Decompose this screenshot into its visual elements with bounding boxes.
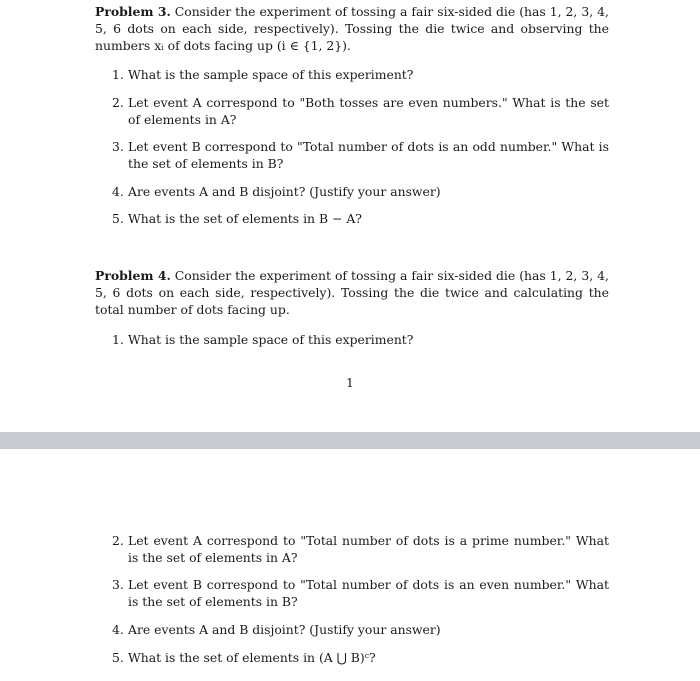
problem-4-intro: Consider the experiment of tossing a fair six-sided die (has 1, 2, 3, 4, 5, 6 dots on each side, respectively). Tossing the die twice and calculating the total number of dots facing up.: [95, 268, 609, 317]
item-text: Are events A and B disjoint? (Justify your answer): [128, 622, 441, 637]
item-number: 5.: [112, 650, 124, 665]
item-text: What is the sample space of this experiment?: [128, 67, 414, 82]
item-text: Let event A correspond to "Total number of dots is a prime number." What is the set of elements in A?: [128, 533, 609, 565]
item-number: 4.: [112, 184, 124, 199]
problem-4-paragraph: [95, 267, 609, 318]
item-text: Let event A correspond to "Both tosses are even numbers." What is the set of elements in A?: [128, 95, 609, 127]
item-number: 3.: [112, 139, 124, 154]
item-number: 3.: [112, 577, 124, 592]
problem-4-item-1: [112, 331, 609, 348]
problem-3-intro: Consider the experiment of tossing a fair six-sided die (has 1, 2, 3, 4, 5, 6 dots on each side, respectively). Tossing the die twice and observing the numbers xᵢ of dots facing up (i ∈ {1, 2}).: [95, 4, 609, 53]
item-text: Let event B correspond to "Total number of dots is an odd number." What is the set of elements in B?: [128, 139, 609, 171]
item-number: 5.: [112, 211, 124, 226]
problem-3-item-3: [112, 138, 609, 172]
item-number: 4.: [112, 622, 124, 637]
page-number: 1: [346, 375, 354, 390]
problem-3-item-1: [112, 66, 609, 83]
item-number: 1.: [112, 332, 124, 347]
problem-3-item-4: [112, 183, 609, 200]
item-number: 2.: [112, 533, 124, 548]
problem-4-item-4: [112, 621, 609, 638]
page-separator: [0, 432, 700, 449]
problem-3-item-2: [112, 94, 609, 128]
item-text: What is the sample space of this experiment?: [128, 332, 414, 347]
item-text: Let event B correspond to "Total number of dots is an even number." What is the set of elements in B?: [128, 577, 609, 609]
problem-3-item-5: [112, 210, 609, 227]
item-number: 1.: [112, 67, 124, 82]
item-text: What is the set of elements in (A ⋃ B)ᶜ?: [128, 650, 376, 665]
problem-4-item-3: [112, 576, 609, 610]
document-page-2: [0, 449, 700, 681]
problem-4-item-2: [112, 532, 609, 566]
item-text: What is the set of elements in B − A?: [128, 211, 362, 226]
item-text: Are events A and B disjoint? (Justify your answer): [128, 184, 441, 199]
problem-4-heading: Problem 4.: [95, 268, 171, 283]
item-number: 2.: [112, 95, 124, 110]
problem-3-heading: Problem 3.: [95, 4, 171, 19]
problem-4-item-5: [112, 649, 609, 666]
problem-3-paragraph: [95, 3, 609, 54]
